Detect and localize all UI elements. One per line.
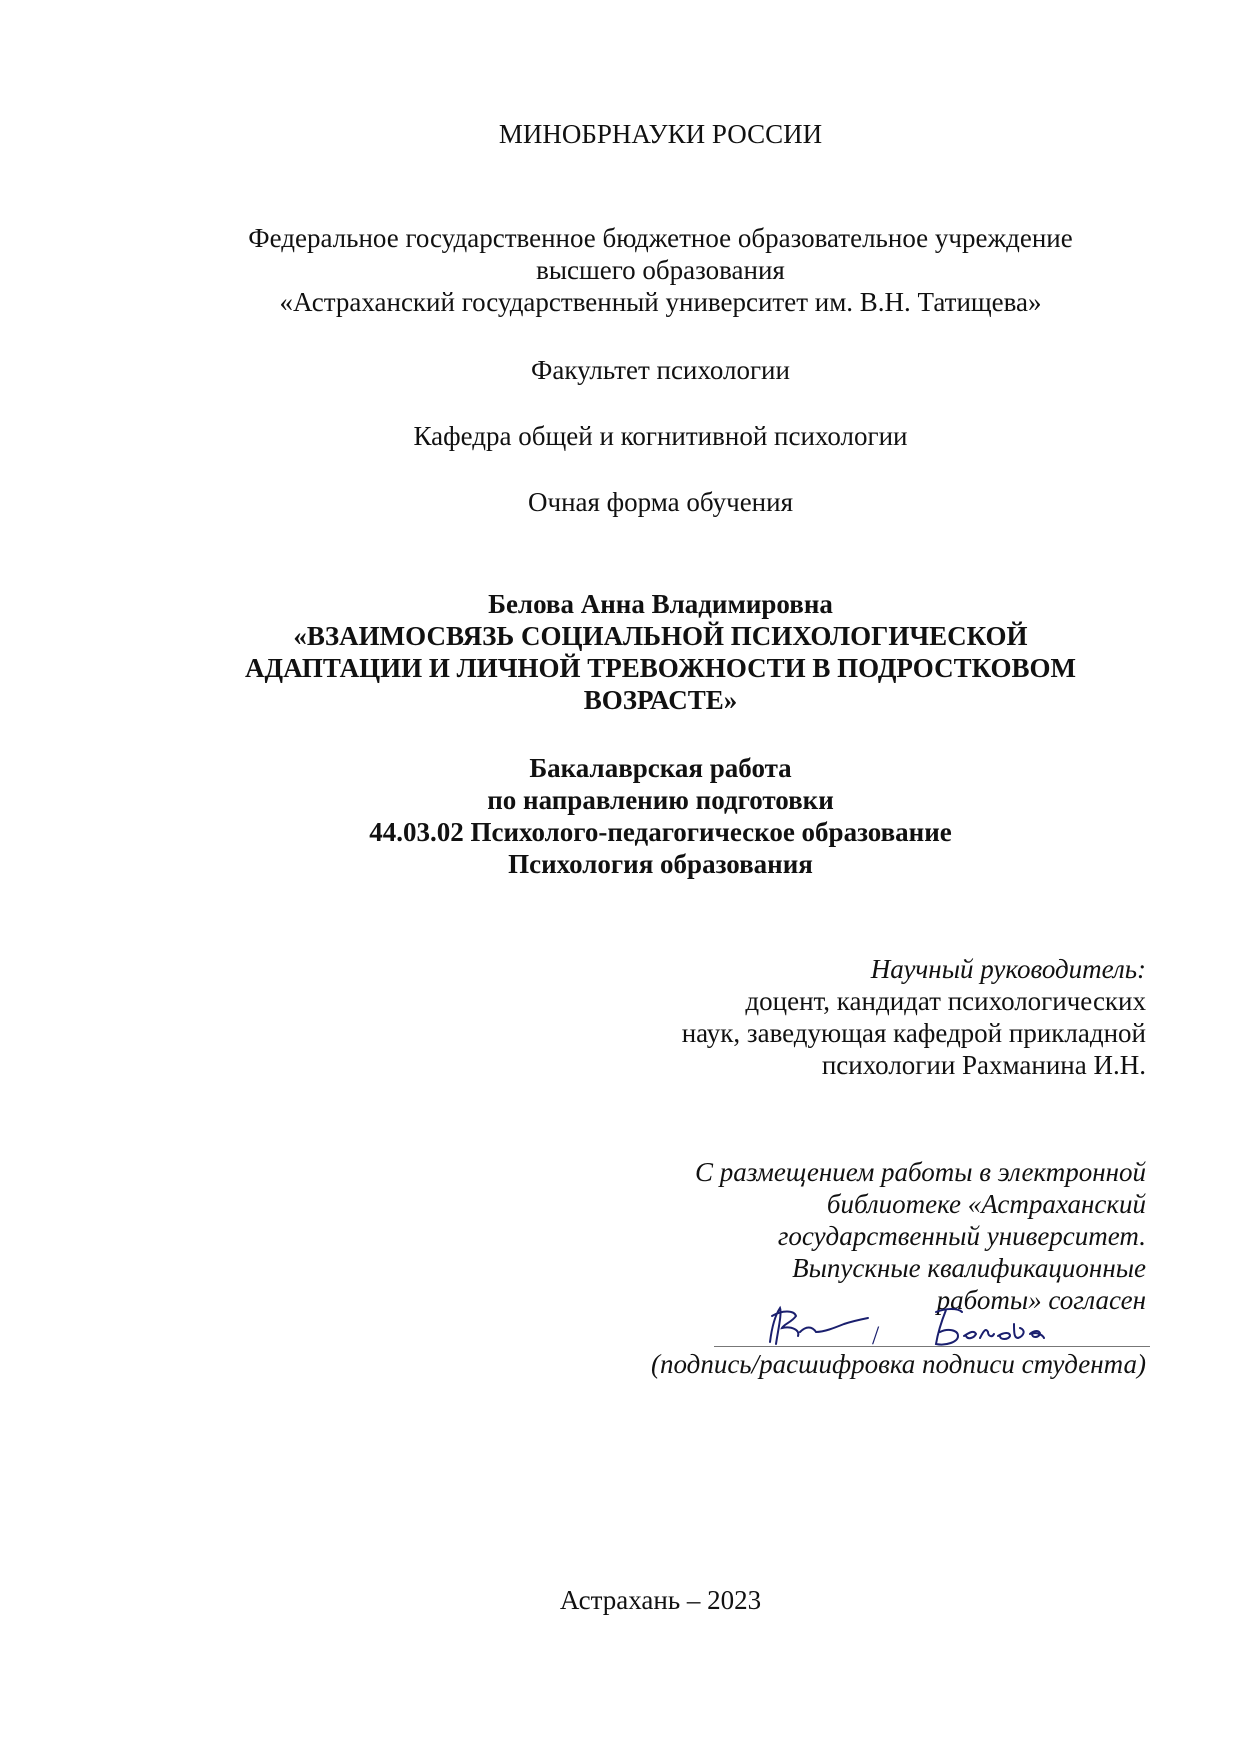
author-name: Белова Анна Владимировна [488,589,833,619]
signature-area [700,1302,1150,1348]
department: Кафедра общей и когнитивной психологии [413,421,908,451]
consent-line-5: работы» согласен [936,1285,1146,1315]
thesis-title-line-2: АДАПТАЦИИ И ЛИЧНОЙ ТРЕВОЖНОСТИ В ПОДРОСТКОВОМ [245,653,1076,683]
supervisor-line-1: доцент, кандидат психологических [745,986,1146,1016]
signature-caption: (подпись/расшифровка подписи студента) [651,1349,1146,1379]
supervisor-label: Научный руководитель: [870,954,1146,984]
consent-line-2: библиотеке «Астраханский [826,1189,1146,1219]
institution-line-1: Федеральное государственное бюджетное образовательное учреждение [248,223,1073,253]
work-type-block [0,752,1241,880]
signature-scribble [770,1308,868,1344]
handwritten-signature [700,1302,1150,1348]
institution-line-2: высшего образования [536,255,785,285]
consent-line-3: государственный университет. [777,1221,1146,1251]
profile: Психология образования [508,849,813,879]
signature-name-script [936,1309,1044,1345]
signature-separator: / [872,1321,880,1348]
direction: 44.03.02 Психолого-педагогическое образование [369,817,952,847]
consent-line-4: Выпускные квалификационные [792,1253,1146,1283]
consent-line-1: С размещением работы в электронной [694,1157,1146,1187]
supervisor-line-3: психологии Рахманина И.Н. [821,1050,1146,1080]
supervisor-block [600,953,1146,1081]
direction-label: по направлению подготовки [487,785,834,815]
institution-block [0,222,1241,318]
work-type: Бакалаврская работа [529,753,792,783]
author-title-block [0,588,1241,716]
ministry-header: МИНОБРНАУКИ РОССИИ [498,119,823,149]
thesis-title-line-1: «ВЗАИМОСВЯЗЬ СОЦИАЛЬНОЙ ПСИХОЛОГИЧЕСКОЙ [293,621,1028,651]
study-form: Очная форма обучения [528,487,793,517]
institution-line-3: «Астраханский государственный университет им. В.Н. Татищева» [279,287,1042,317]
city-year: Астрахань – 2023 [559,1585,762,1615]
consent-block [600,1156,1146,1316]
supervisor-line-2: наук, заведующая кафедрой прикладной [681,1018,1146,1048]
faculty: Факультет психологии [531,355,790,385]
thesis-title-line-3: ВОЗРАСТЕ» [583,685,738,715]
